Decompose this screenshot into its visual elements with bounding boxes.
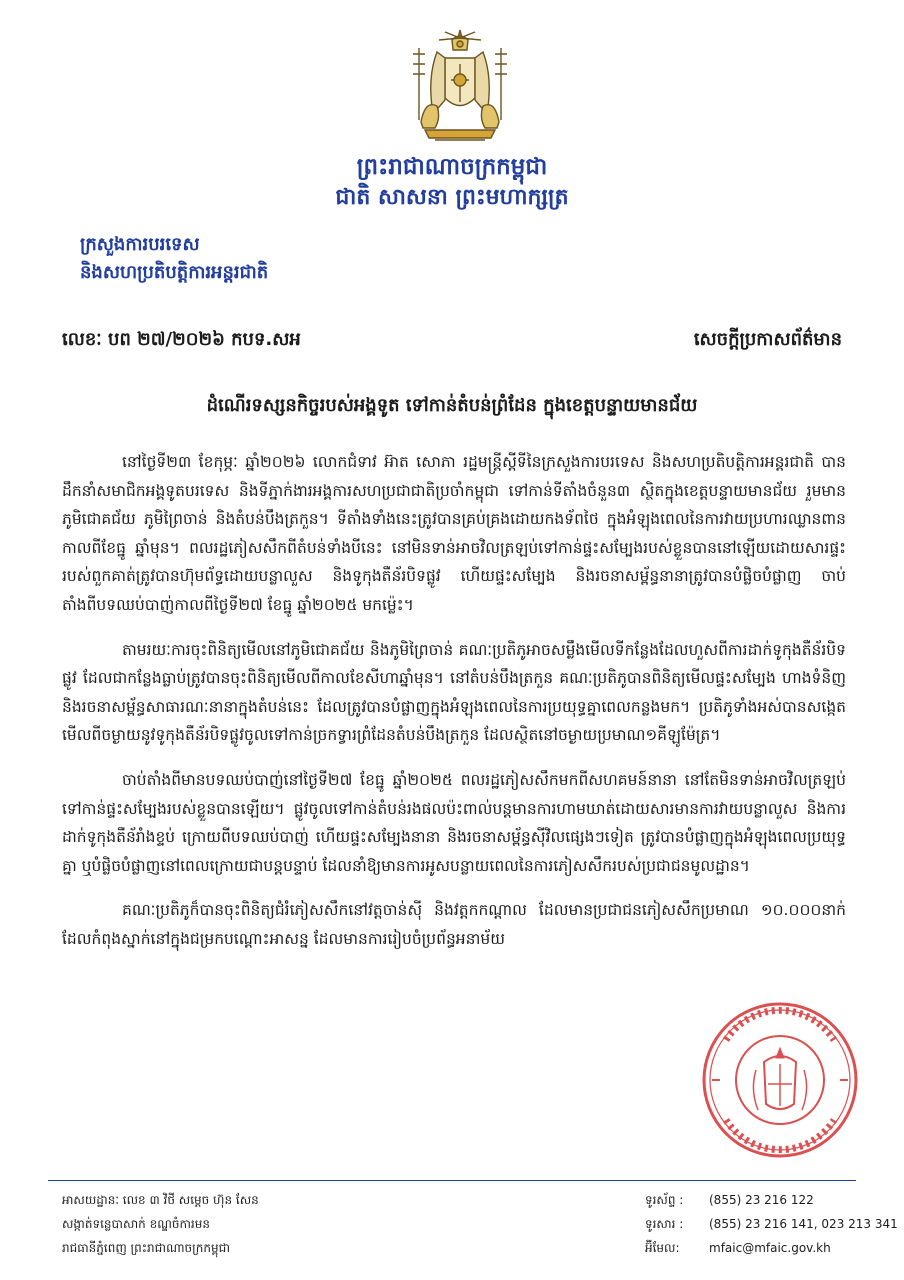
phone-number: (855) 23 216 122 [709,1193,814,1207]
reference-number: លេខៈ បព ២៧/២០២៦ កបទ.សអ [62,329,301,350]
body-paragraph: ចាប់តាំងពីមានបទឈប់បាញ់នៅថ្ងៃទី២៧ ខែធ្នូ ឆ្នាំ២០២៥ ពលរដ្ឋភៀសសឹកមកពីសហគមន៍នានា នៅតែមិនទាន់អាចវិលត្រឡប់ទៅកាន់ផ្ទះសម្បែងរបស់ខ្លួនបានឡើយ។ ផ្លូវចូលទៅកាន់តំបន់រងផលប៉ះពាល់បន្តមានការហាមឃាត់ដោយសារមានការវាយបន្លាលួស និងការដាក់ទូកុងតឺន័រាំងខ្ទប់ ក្រោយពីបទឈប់បាញ់ ហើយផ្ទះសម្បែងនានា និងរចនាសម្ព័ន្ធស៊ីវិលផ្សេងៗទៀត ត្រូវបានបំផ្លាញក្នុងអំឡុងពេលប្រយុទ្ធគ្នា ឬបំផ្លិចបំផ្លាញនៅពេលក្រោយជាបន្តបន្ទាប់ ដែលនាំឱ្យមានការអូសបន្លាយពេលនៃការភៀសសឹករបស់ប្រជាជនមូលដ្ឋាន។ [62,770,846,875]
document-type: សេចក្តីប្រកាសព័ត៌មាន [693,329,842,350]
email-row [645,1236,898,1260]
email-label: អ៊ីមែល: [645,1241,680,1255]
address-line: អាសយដ្ឋានៈ លេខ ៣ វិថី សម្តេច ហ៊ុន សែន [62,1193,259,1207]
press-release-body [62,448,846,970]
body-paragraph: នៅថ្ងៃទី២៣ ខែកុម្ភៈ ឆ្នាំ២០២៦ លោកជំទាវ អ៊ាត សោភា រដ្ឋមន្ត្រីស្តីទីនៃក្រសួងការបរទេស និងសហប្រតិបត្តិការអន្តរជាតិ បានដឹកនាំសមាជិកអង្គទូតបរទេស និងទីភ្នាក់ងារអង្គការសហប្រជាជាតិប្រចាំកម្ពុជា ទៅកាន់ទីតាំងចំនួន៣ ស្ថិតក្នុងខេត្តបន្ទាយមានជ័យ រួមមាន ភូមិជោគជ័យ ភូមិព្រៃចាន់ និងតំបន់បឹងត្រកួន។ ទីតាំងទាំងនេះត្រូវបានគ្រប់គ្រងដោយកងទ័ពថៃ ក្នុងអំឡុងពេលនៃការវាយប្រហារឈ្លានពាន កាលពីខែធ្នូ ឆ្នាំមុន។ ពលរដ្ឋភៀសសឹកពីតំបន់ទាំងបីនេះ នៅមិនទាន់អាចវិលត្រឡប់ទៅកាន់ផ្ទះសម្បែងរបស់ខ្លួនបាននៅឡើយដោយសារផ្ទះរបស់ពួកគាត់ត្រូវបានហ៊ុមព័ទ្ធដោយបន្លាលួស និងទូកុងតឺន័របិទផ្លូវ ហើយផ្ទះសម្បែង និងរចនាសម្ព័ន្ធនានាត្រូវបានបំផ្លិចបំផ្លាញ ចាប់តាំងពីបទឈប់បាញ់កាលពីថ្ងៃទី២៧ ខែធ្នូ ឆ្នាំ២០២៥ មកម្ល៉េះ។ [62,453,846,614]
address-line: រាជធានីភ្នំពេញ ព្រះរាជាណាចក្រកម្ពុជា [62,1241,230,1255]
ministry-name-line1: ក្រសួងការបរទេស [80,234,200,255]
ministry-seal-stamp [700,1000,860,1160]
press-release-title: ដំណើរទស្សនកិច្ចរបស់អង្គទូត ទៅកាន់តំបន់ព្រំដែន ក្នុងខេត្តបន្ទាយមានជ័យ [206,395,698,416]
footer-divider [48,1180,856,1181]
footer-address [62,1188,259,1260]
body-paragraph: គណៈប្រតិភូក៏បានចុះពិនិត្យជំរំភៀសសឹកនៅវត្តចាន់ស៊ី និងវត្តកកណ្តាល ដែលមានប្រជាជនភៀសសឹកប្រមាណ ១០.០០០នាក់ ដែលកំពុងស្នាក់នៅក្នុងជម្រកបណ្តោះអាសន្ន ដែលមានការរៀបចំប្រព័ន្ធអនាម័យ [62,901,846,948]
fax-number: (855) 23 216 141, 023 213 341 [709,1217,898,1231]
email-address[interactable]: mfaic@mfaic.gov.kh [709,1241,831,1255]
phone-label: ទូរស័ព្ទ : [645,1193,684,1207]
royal-coat-of-arms-emblem [405,28,515,148]
fax-label: ទូរសារ : [645,1217,684,1231]
address-line: សង្កាត់ទន្លេបាសាក់ ខណ្ឌចំការមន [62,1217,210,1231]
footer-contacts [645,1188,898,1260]
body-paragraph: តាមរយៈការចុះពិនិត្យមើលនៅភូមិជោគជ័យ និងភូមិព្រៃចាន់ គណៈប្រតិភូអាចសម្លឹងមើលទីកន្លែងដែលហួសពីការដាក់ទូកុងតឺន័របិទផ្លូវ ដែលជាកន្លែងធ្លាប់ត្រូវបានចុះពិនិត្យមើលពីកាលខែសីហាឆ្នាំមុន។ នៅតំបន់បឹងត្រកួន គណៈប្រតិភូបានពិនិត្យមើលផ្ទះសម្បែង ហាងទំនិញ និងរចនាសម្ព័ន្ធសាធារណៈនានាក្នុងតំបន់នេះ ដែលត្រូវបានបំផ្លាញក្នុងអំឡុងពេលនៃការប្រយុទ្ធគ្នាពេលកន្លងមក។ ប្រតិភូទាំងអស់បានសង្កេតមើលពីចម្ងាយនូវទូកុងតឺន័របិទផ្លូវចូលទៅកាន់ច្រកទ្វារព្រំដែនតំបន់បឹងត្រកួន ដែលស្ថិតនៅចម្ងាយប្រមាណ១គីឡូម៉ែត្រ។ [62,640,846,745]
kingdom-name: ព្រះរាជាណាចក្រកម្ពុជា [356,153,548,180]
phone-row [645,1188,898,1212]
fax-row [645,1212,898,1236]
national-motto: ជាតិ សាសនា ព្រះមហាក្សត្រ [335,184,569,210]
ministry-name-line2: និងសហប្រតិបត្តិការអន្តរជាតិ [80,262,269,283]
